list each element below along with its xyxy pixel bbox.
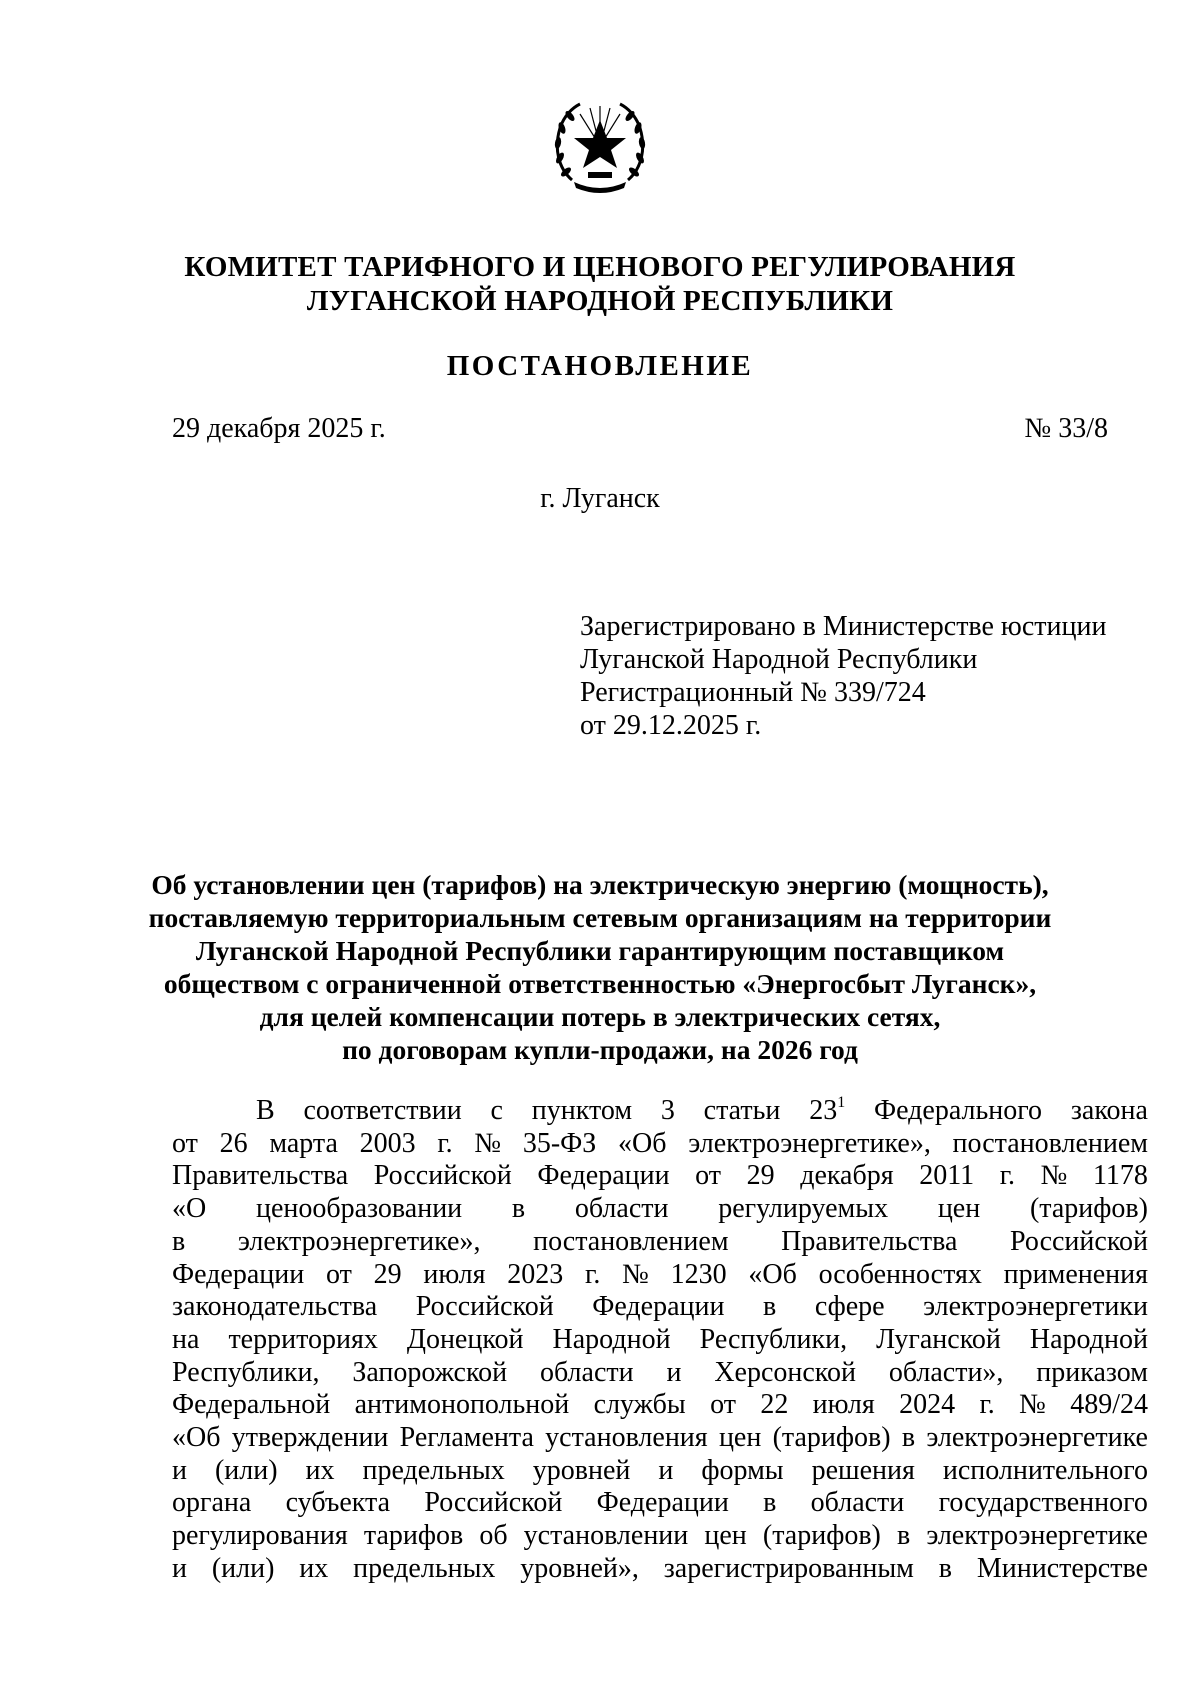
body-word: в: [172, 1225, 186, 1257]
body-word: Российской: [415, 1291, 554, 1323]
body-word: №: [1019, 1389, 1046, 1421]
body-word: предельных: [353, 1552, 496, 1584]
body-word: Херсонской: [714, 1356, 856, 1388]
body-word: службы: [593, 1389, 686, 1421]
body-word: 35-ФЗ: [522, 1127, 597, 1159]
body-word: предельных: [362, 1454, 505, 1486]
body-line: [172, 1259, 1148, 1292]
body-word: ценообразовании: [255, 1193, 463, 1225]
body-word: №: [1040, 1160, 1068, 1192]
document-body: [172, 1095, 1148, 1586]
body-word: области»,: [888, 1356, 1004, 1388]
organization-line: КОМИТЕТ ТАРИФНОГО И ЦЕНОВОГО РЕГУЛИРОВАНИЯ: [184, 251, 1016, 283]
body-word: установлении: [523, 1520, 689, 1552]
body-word: и: [666, 1356, 682, 1388]
body-word: Федеральной: [172, 1389, 331, 1421]
body-word: 1230: [670, 1258, 727, 1290]
registration-line: Зарегистрировано в Министерстве юстиции: [580, 611, 1107, 642]
body-word: Федерации: [537, 1160, 670, 1192]
body-word: регулирования: [172, 1520, 348, 1552]
body-word: постановлением: [952, 1127, 1148, 1159]
body-word: сфере: [814, 1291, 885, 1323]
body-word: Луганской: [876, 1323, 1001, 1355]
title-line: обществом с ограниченной ответственностью «Энергосбыт Луганск»,: [163, 968, 1037, 999]
superscript: 1: [837, 1093, 846, 1111]
body-word: государственного: [938, 1487, 1148, 1519]
organization-name: [0, 250, 1200, 318]
body-word: цен: [704, 1520, 747, 1552]
body-word: Федерации: [596, 1487, 729, 1519]
body-word: уровней»,: [520, 1552, 639, 1584]
body-word: 2023: [507, 1258, 564, 1290]
body-word: Народной: [1029, 1323, 1148, 1355]
body-word: Запорожской: [352, 1356, 508, 1388]
body-word: закона: [1070, 1095, 1148, 1126]
body-word: Федерального: [874, 1095, 1043, 1126]
body-word: субъекта: [285, 1487, 391, 1519]
body-word: особенностях: [818, 1258, 982, 1290]
registration-line: Регистрационный № 339/724: [580, 677, 926, 708]
body-word: 29: [746, 1160, 775, 1192]
document-type: ПОСТАНОВЛЕНИЕ: [446, 350, 754, 382]
body-word: их: [305, 1454, 335, 1486]
body-line: [172, 1357, 1148, 1390]
body-word: антимонопольной: [354, 1389, 570, 1421]
body-word: №: [474, 1127, 502, 1159]
body-word: 22: [760, 1389, 789, 1421]
body-line: [172, 1226, 1148, 1259]
body-word: в: [938, 1552, 952, 1584]
body-word: «Об: [748, 1258, 797, 1290]
document-date: 29 декабря 2025 г.: [172, 413, 386, 444]
title-line: поставляемую территориальным сетевым организациям на территории: [148, 902, 1052, 933]
body-word: электроэнергетике»,: [688, 1127, 931, 1159]
body-line: [172, 1291, 1148, 1324]
body-word: В: [256, 1095, 275, 1126]
body-word: исполнительного: [942, 1454, 1148, 1486]
body-first-line: [172, 1095, 1148, 1128]
title-line: Луганской Народной Республики гарантирующим поставщиком: [195, 935, 1005, 966]
body-word: уровней: [532, 1454, 631, 1486]
body-word: законодательства: [172, 1291, 378, 1323]
body-word: Республики,: [172, 1356, 320, 1388]
body-word: Российской: [373, 1160, 512, 1192]
body-word: (или): [211, 1552, 275, 1584]
body-word: 29: [373, 1258, 402, 1290]
body-word: г.: [585, 1258, 601, 1290]
body-word: в: [511, 1193, 526, 1225]
body-word: статьи: [703, 1095, 781, 1126]
body-line: [172, 1422, 1148, 1455]
body-line: [172, 1487, 1148, 1520]
registration-stamp: [580, 610, 1106, 742]
title-line: Об установлении цен (тарифов) на электрическую энергию (мощность),: [151, 869, 1049, 900]
body-word: 1178: [1092, 1160, 1148, 1192]
body-word: от: [710, 1389, 736, 1421]
body-word: их: [299, 1552, 329, 1584]
body-word: Народной: [552, 1323, 671, 1355]
organization-line: ЛУГАНСКОЙ НАРОДНОЙ РЕСПУБЛИКИ: [306, 285, 894, 317]
body-word: (тарифов): [762, 1520, 881, 1552]
body-word: органа: [172, 1487, 252, 1519]
body-word: утверждении: [231, 1422, 389, 1454]
body-word: постановлением: [533, 1225, 729, 1257]
body-word: решения: [811, 1454, 915, 1486]
body-word: №: [622, 1258, 649, 1290]
body-word: области: [540, 1356, 634, 1388]
body-word: с: [490, 1095, 503, 1126]
body-word: г.: [999, 1160, 1016, 1192]
body-word: декабря: [800, 1160, 894, 1192]
body-word: 26: [219, 1127, 248, 1159]
body-lines: [172, 1128, 1148, 1586]
body-word: Российской: [1010, 1225, 1148, 1257]
body-word: Правительства: [781, 1225, 958, 1257]
body-word: формы: [701, 1454, 784, 1486]
title-line: для целей компенсации потерь в электрических сетях,: [259, 1001, 941, 1032]
body-word: в: [763, 1487, 777, 1519]
body-word: 3: [660, 1095, 675, 1126]
body-word: (тарифов): [772, 1422, 891, 1454]
body-word: июля: [423, 1258, 486, 1290]
body-word: об: [479, 1520, 508, 1552]
body-word: и: [658, 1454, 674, 1486]
body-line: [172, 1520, 1148, 1553]
body-word: соответствии: [303, 1095, 462, 1126]
body-word: 2003: [359, 1127, 416, 1159]
body-word: Министерстве: [976, 1552, 1148, 1584]
body-word: области: [810, 1487, 905, 1519]
body-word: электроэнергетике»,: [237, 1225, 481, 1257]
body-word: Республики,: [699, 1323, 848, 1355]
body-word: г.: [979, 1389, 995, 1421]
body-word: (тарифов): [1029, 1193, 1148, 1225]
body-word: в: [896, 1520, 911, 1552]
body-word: области: [574, 1193, 669, 1225]
body-word: Донецкой: [406, 1323, 524, 1355]
body-word: электроэнергетике: [926, 1422, 1148, 1454]
body-word: 489/24: [1070, 1389, 1148, 1421]
body-line: [172, 1324, 1148, 1357]
body-word: зарегистрированным: [663, 1552, 914, 1584]
body-word: территориях: [228, 1323, 378, 1355]
body-word: электроэнергетике: [926, 1520, 1148, 1552]
body-word: от: [172, 1127, 198, 1159]
body-word: в: [901, 1422, 916, 1454]
body-word: «О: [172, 1193, 207, 1225]
body-word: цен: [718, 1422, 762, 1454]
coat-of-arms-emblem: [550, 98, 650, 198]
body-word: Регламента: [399, 1422, 534, 1454]
body-word: в: [763, 1291, 777, 1323]
body-line: [172, 1553, 1148, 1586]
body-word: тарифов: [363, 1520, 464, 1552]
body-line: [172, 1389, 1148, 1422]
body-word: на: [172, 1323, 200, 1355]
body-word: «Об: [618, 1127, 667, 1159]
body-word: марта: [269, 1127, 338, 1159]
body-word: Федерации: [592, 1291, 725, 1323]
body-word: (или): [214, 1454, 278, 1486]
body-word: регулируемых: [718, 1193, 889, 1225]
document-title: [120, 868, 1080, 1066]
body-line: [172, 1128, 1148, 1161]
body-word: цен: [937, 1193, 981, 1225]
body-word: установления: [545, 1422, 708, 1454]
body-word: 2011: [919, 1160, 975, 1192]
registration-line: от 29.12.2025 г.: [580, 710, 762, 741]
body-line: [172, 1455, 1148, 1488]
body-word: 2024: [899, 1389, 956, 1421]
body-word: Российской: [424, 1487, 563, 1519]
body-word: электроэнергетики: [923, 1291, 1148, 1323]
document-city: г. Луганск: [540, 483, 660, 514]
body-word: «Об: [172, 1422, 221, 1454]
body-word: применения: [1003, 1258, 1148, 1290]
body-word: Правительства: [172, 1160, 349, 1192]
body-word: г.: [437, 1127, 453, 1159]
body-word: от: [326, 1258, 352, 1290]
body-line: [172, 1160, 1148, 1193]
body-word: и: [172, 1454, 187, 1486]
title-line: по договорам купли-продажи, на 2026 год: [342, 1034, 858, 1065]
body-word: от: [695, 1160, 722, 1192]
body-line: [172, 1193, 1148, 1226]
body-word: $23^1$: [809, 1093, 846, 1126]
body-word: приказом: [1036, 1356, 1148, 1388]
body-word: и: [172, 1552, 187, 1584]
registration-line: Луганской Народной Республики: [580, 644, 978, 675]
body-word: Федерации: [172, 1258, 305, 1290]
document-number: № 33/8: [1024, 413, 1108, 444]
body-word: июля: [812, 1389, 875, 1421]
body-word: пунктом: [531, 1095, 633, 1126]
